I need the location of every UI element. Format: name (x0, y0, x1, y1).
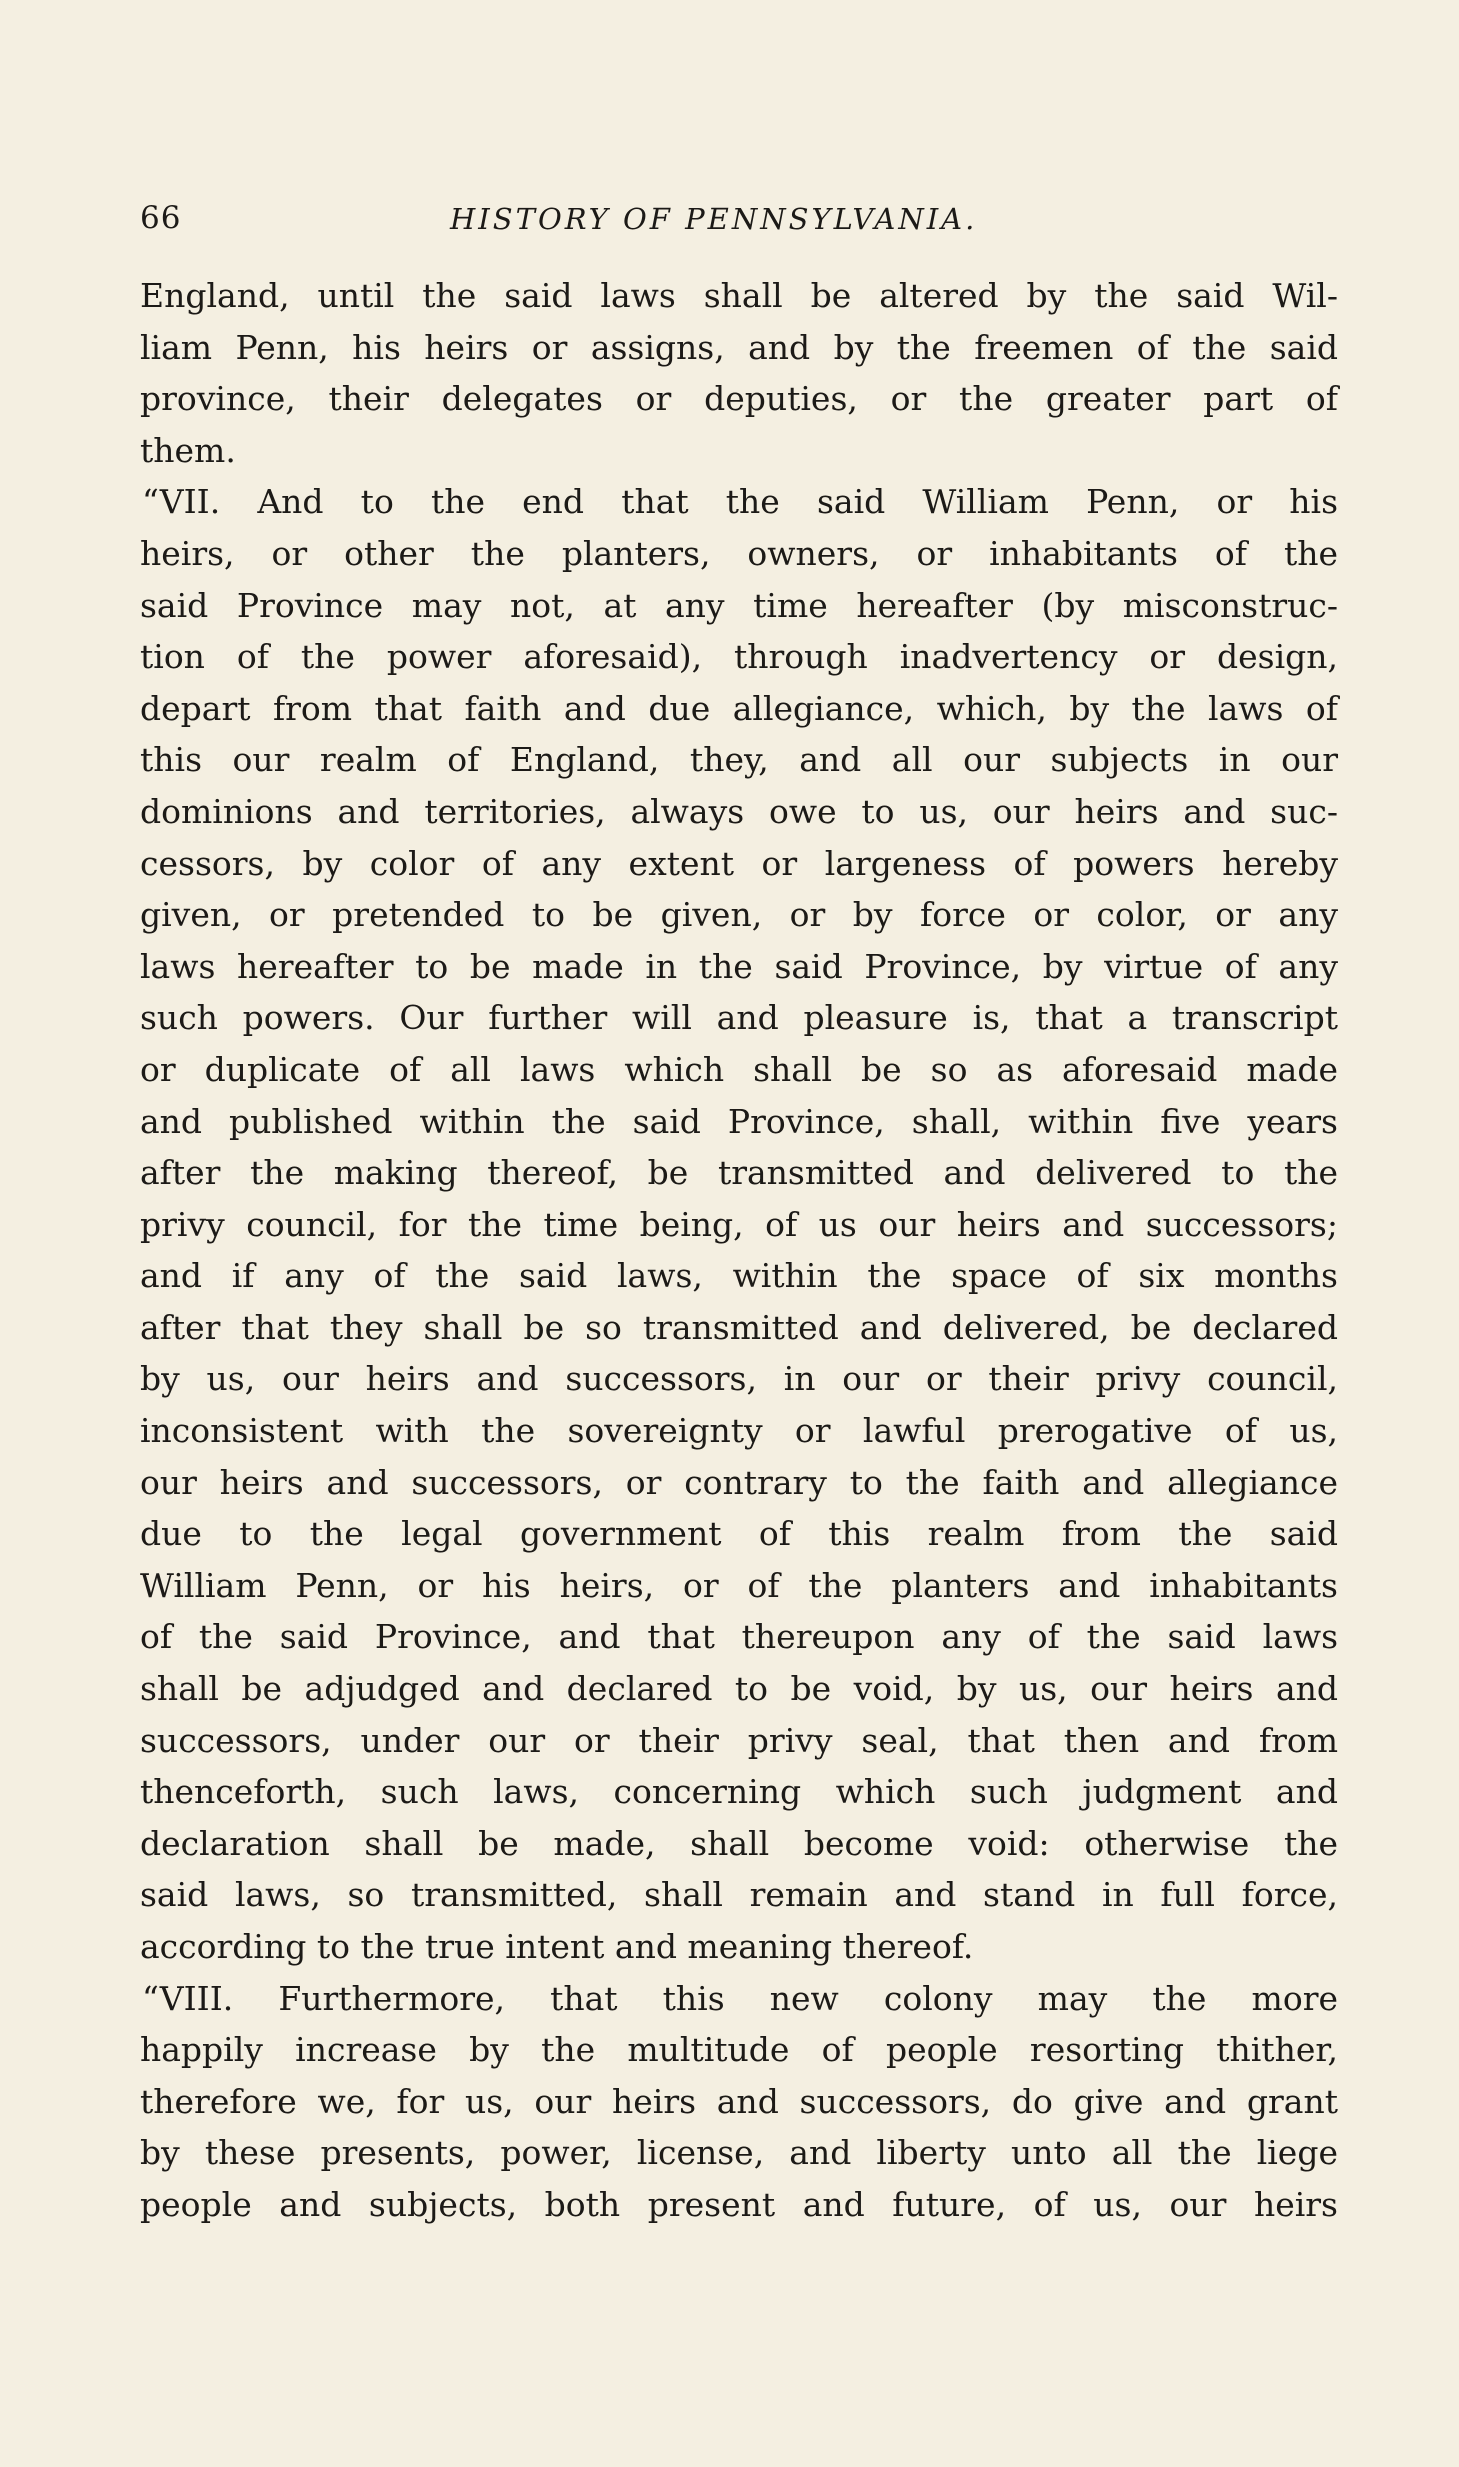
text-line: cessors, by color of any extent or largeness of powers hereby (140, 843, 1338, 883)
text-line: “VIII. Furthermore, that this new colony may the more (142, 1978, 1338, 2018)
text-line: tion of the power aforesaid), through inadvertency or design, (140, 637, 1338, 677)
text-line: them. (140, 430, 236, 470)
text-line: declaration shall be made, shall become void: otherwise the (140, 1823, 1338, 1863)
text-line: happily increase by the multitude of people resorting thither, (140, 2030, 1338, 2070)
text-line: therefore we, for us, our heirs and successors, do give and grant (140, 2081, 1338, 2121)
text-line: England, until the said laws shall be altered by the said Wil- (140, 276, 1338, 315)
text-line: successors, under our or their privy seal, that then and from (140, 1720, 1338, 1760)
text-line: thenceforth, such laws, concerning which such judgment and (140, 1772, 1338, 1812)
text-line: such powers. Our further will and pleasure is, that a transcript (140, 998, 1338, 1038)
text-line: by us, our heirs and successors, in our or their privy council, (140, 1359, 1338, 1399)
text-line: by these presents, power, license, and liberty unto all the liege (140, 2133, 1338, 2173)
text-line: heirs, or other the planters, owners, or inhabitants of the (140, 533, 1338, 573)
text-line: this our realm of England, they, and all our subjects in our (140, 740, 1338, 780)
text-line: depart from that faith and due allegiance, which, by the laws of (140, 688, 1338, 728)
text-line: dominions and territories, always owe to us, our heirs and suc- (140, 791, 1338, 831)
text-line: privy council, for the time being, of us our heirs and successors; (140, 1204, 1338, 1244)
text-line: province, their delegates or deputies, or the greater part of (140, 379, 1338, 419)
text-line: William Penn, or his heirs, or of the planters and inhabitants (140, 1565, 1338, 1605)
text-line: liam Penn, his heirs or assigns, and by the freemen of the said (140, 327, 1338, 367)
text-line: shall be adjudged and declared to be void, by us, our heirs and (140, 1669, 1338, 1709)
running-head: HISTORY OF PENNSYLVANIA. (450, 202, 978, 236)
text-line: of the said Province, and that thereupon any of the said laws (140, 1617, 1338, 1657)
text-line: and if any of the said laws, within the space of six months (140, 1256, 1338, 1296)
text-line: after that they shall be so transmitted and delivered, be declared (140, 1307, 1338, 1347)
text-line: according to the true intent and meaning thereof. (140, 1927, 974, 1966)
page-header (140, 200, 1340, 250)
text-line: people and subjects, both present and future, of us, our heirs (140, 2184, 1338, 2224)
text-line: after the making thereof, be transmitted and delivered to the (140, 1153, 1338, 1193)
text-line: and published within the said Province, shall, within five years (140, 1101, 1338, 1141)
text-line: said Province may not, at any time hereafter (by misconstruc- (140, 585, 1338, 625)
body-text (140, 270, 1338, 2231)
text-line: inconsistent with the sovereignty or lawful prerogative of us, (140, 1411, 1338, 1451)
text-line: said laws, so transmitted, shall remain and stand in full force, (140, 1875, 1338, 1915)
text-line: given, or pretended to be given, or by force or color, or any (140, 895, 1338, 935)
page-number: 66 (140, 200, 182, 236)
text-line: due to the legal government of this realm from the said (140, 1514, 1338, 1554)
text-line: our heirs and successors, or contrary to the faith and allegiance (140, 1462, 1338, 1502)
text-line: “VII. And to the end that the said William Penn, or his (142, 482, 1338, 522)
text-line: laws hereafter to be made in the said Province, by virtue of any (140, 946, 1338, 986)
text-line: or duplicate of all laws which shall be so as aforesaid made (140, 1049, 1338, 1089)
